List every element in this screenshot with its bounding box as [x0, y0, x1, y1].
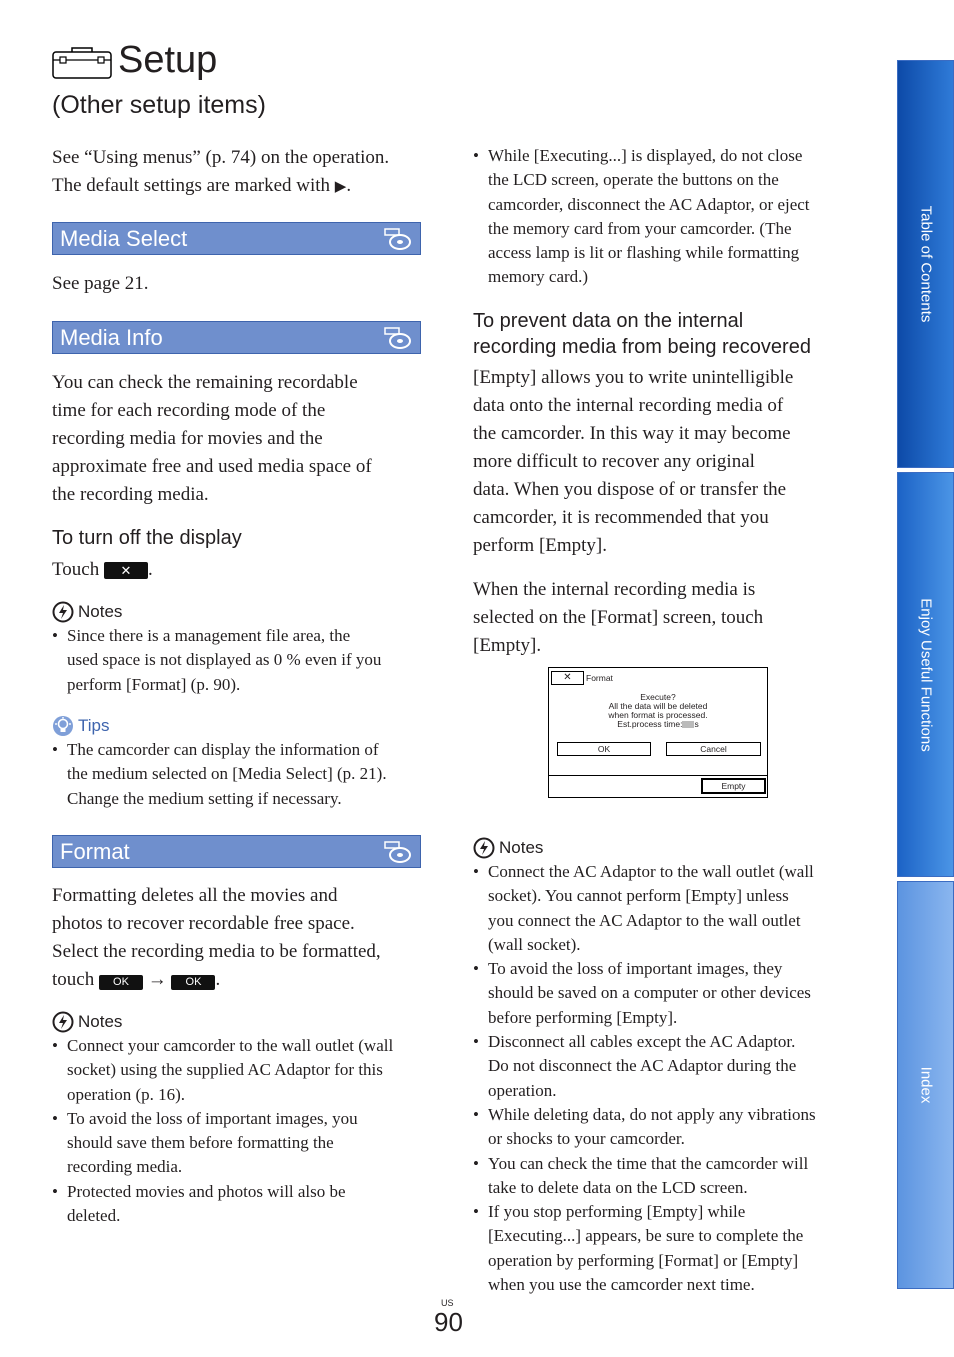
- format-description: Formatting deletes all the movies and photos to recover recordable free space. Select the recording media to be formatted, touch OK → OK .: [52, 885, 381, 990]
- lcd-ok-button: OK: [557, 742, 651, 756]
- caution-icon: [52, 1011, 74, 1033]
- tab-table-of-contents[interactable]: Table of Contents: [897, 60, 954, 468]
- list-item: • Connect your camcorder to the wall outlet (wall socket) using the supplied AC Adaptor for this operation (p. 16).: [52, 1034, 427, 1107]
- lcd-message: when format is processed.: [608, 710, 708, 720]
- notes-heading: Notes: [52, 1010, 122, 1034]
- caution-icon: [52, 601, 74, 623]
- list-item: • Connect the AC Adaptor to the wall outlet (wall socket). You cannot perform [Empty] unless you connect the AC Adaptor to the wall outlet (wall socket).: [473, 860, 851, 957]
- list-item: • While deleting data, do not apply any vibrations or shocks to your camcorder.: [473, 1103, 851, 1152]
- lightbulb-icon: [52, 715, 74, 737]
- intro-text: See “Using menus” (p. 74) on the operation. The default settings are marked with ▶.: [52, 147, 390, 196]
- lcd-cancel-button: Cancel: [666, 742, 761, 756]
- media-info-subheading: To turn off the display: [52, 527, 242, 549]
- list-item: • Disconnect all cables except the AC Adaptor. Do not disconnect the AC Adaptor during the operation.: [473, 1030, 851, 1103]
- notes-heading: Notes: [52, 600, 122, 624]
- list-item: • While [Executing...] is displayed, do not close the LCD screen, operate the buttons on the camcorder, disconnect the AC Adaptor, or eject the memory card from your camcorder. (The access lamp is lit or flashing while formatting memory card.): [473, 144, 848, 290]
- lcd-title: Format: [586, 673, 613, 683]
- page-number: 90: [434, 1307, 463, 1337]
- tab-enjoy-useful-functions[interactable]: Enjoy Useful Functions: [897, 472, 954, 877]
- section-bar-format: Format: [52, 835, 421, 868]
- lcd-close-button: ✕: [551, 671, 584, 685]
- empty-subheading: To prevent data on the internal recording media from being recovered: [473, 310, 811, 358]
- touch-close-instruction: Touch ✕ .: [52, 559, 153, 580]
- media-icon: [384, 326, 412, 350]
- list-item: • Protected movies and photos will also be deleted.: [52, 1180, 427, 1229]
- media-icon: [384, 840, 412, 864]
- toolbox-icon: [52, 46, 112, 80]
- list-item: • You can check the time that the camcorder will take to delete data on the LCD screen.: [473, 1152, 851, 1201]
- list-item: • If you stop performing [Empty] while [Executing...] appears, be sure to complete the operation by performing [Format] or [Empty] when you use the camcorder next time.: [473, 1200, 851, 1297]
- lcd-time-placeholder: [682, 721, 694, 728]
- default-marker-icon: ▶: [334, 179, 347, 195]
- page-title: Setup: [118, 39, 218, 81]
- list-item: • The camcorder can display the information of the medium selected on [Media Select] (p. 21). Change the medium setting if necessary.: [52, 738, 422, 811]
- empty-instruction: When the internal recording media is selected on the [Format] screen, touch [Empty].: [473, 579, 764, 656]
- caution-icon: [473, 837, 495, 859]
- lcd-message: All the data will be deleted: [608, 701, 708, 711]
- close-button-icon: ✕: [104, 562, 148, 579]
- media-info-notes: [52, 624, 422, 697]
- format-notes: [52, 1034, 427, 1228]
- section-bar-media-info: Media Info: [52, 321, 421, 354]
- media-select-text: See page 21.: [52, 273, 149, 294]
- tab-index[interactable]: Index: [897, 881, 954, 1289]
- lcd-format-screen: [548, 667, 768, 798]
- ok-button-icon: OK: [171, 975, 215, 990]
- lcd-time: Est.process time: s: [617, 719, 699, 729]
- executing-note: [473, 144, 848, 290]
- lcd-empty-button: Empty: [701, 778, 766, 794]
- media-info-tips: [52, 738, 422, 811]
- section-bar-media-select: Media Select: [52, 222, 421, 255]
- media-info-description: You can check the remaining recordable time for each recording mode of the recording media for movies and the approximate free and used media space of the recording media.: [52, 372, 372, 505]
- notes-heading: Notes: [473, 836, 543, 860]
- tips-heading: Tips: [52, 714, 110, 738]
- ok-button-icon: OK: [99, 975, 143, 990]
- page-subtitle: (Other setup items): [52, 91, 266, 119]
- empty-notes: [473, 860, 851, 1297]
- list-item: • To avoid the loss of important images, they should be saved on a computer or other devices before performing [Empty].: [473, 957, 851, 1030]
- list-item: • To avoid the loss of important images, you should save them before formatting the recording media.: [52, 1107, 427, 1180]
- lcd-message: Execute?: [640, 692, 676, 702]
- list-item: • Since there is a management file area, the used space is not displayed as 0 % even if you perform [Format] (p. 90).: [52, 624, 422, 697]
- media-icon: [384, 227, 412, 251]
- region-code: US: [441, 1298, 454, 1308]
- empty-description: [Empty] allows you to write unintelligible data onto the internal recording media of the camcorder. In this way it may become more difficult to recover any original data. When you dispose of or transfer the camcorder, it is recommended that you perform [Empty].: [473, 367, 794, 556]
